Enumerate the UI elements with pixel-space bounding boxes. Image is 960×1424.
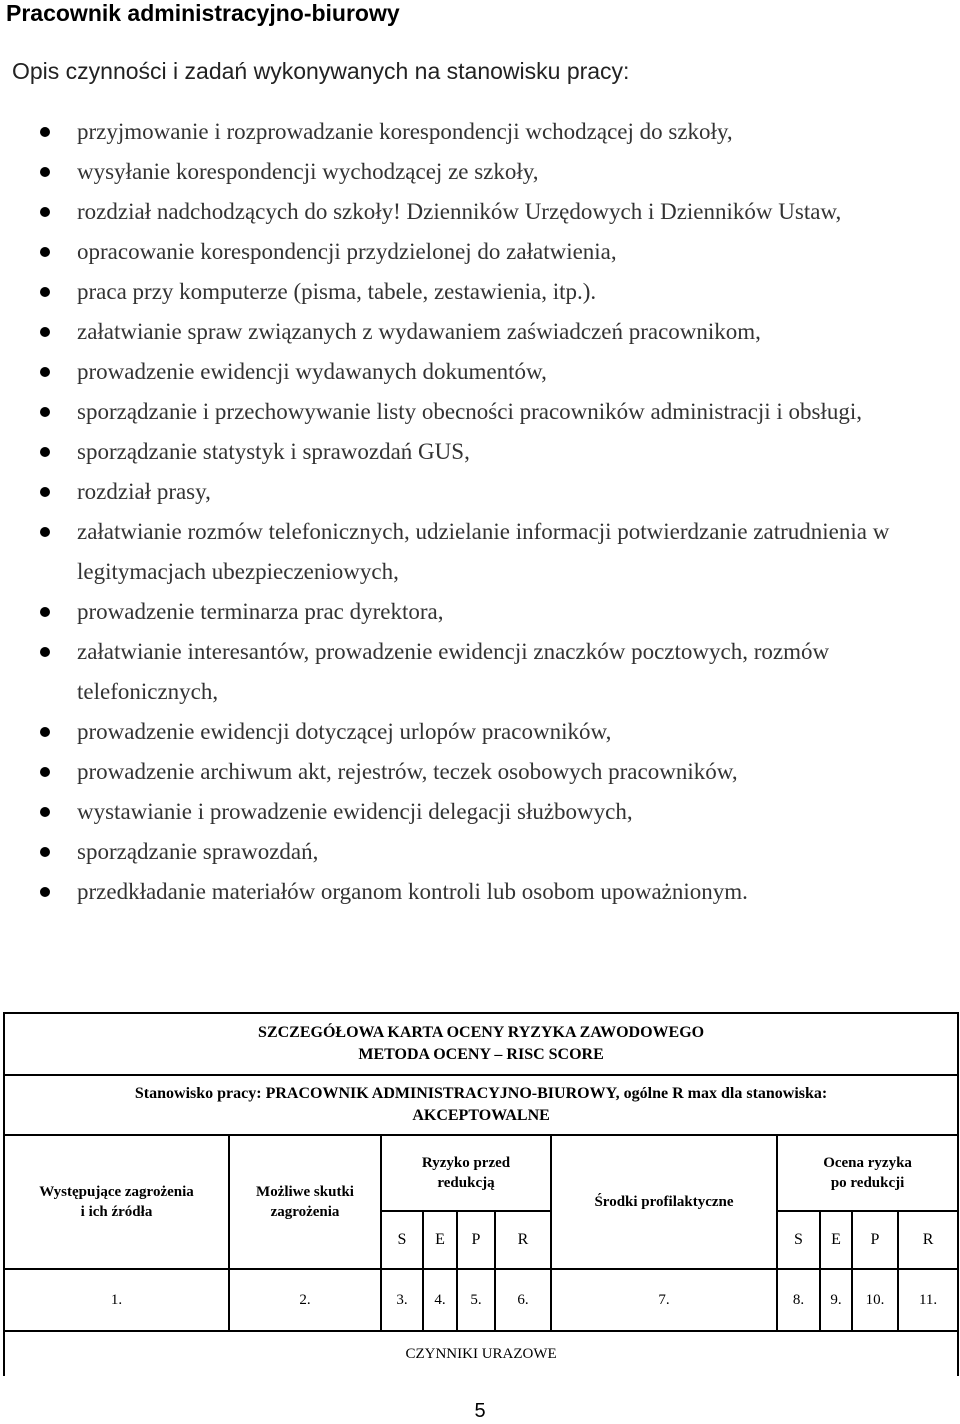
letter-p-before: P	[457, 1211, 495, 1269]
letter-r-after: R	[898, 1211, 958, 1269]
list-item: załatwianie rozmów telefonicznych, udzielanie informacji potwierdzanie zatrudnienia w legitymacjach ubezpieczeniowych,	[0, 512, 955, 592]
list-item: załatwianie interesantów, prowadzenie ewidencji znaczków pocztowych, rozmów telefonicznych,	[0, 632, 955, 712]
list-item: wysyłanie korespondencji wychodzącej ze szkoły,	[0, 152, 955, 192]
list-item: sporządzanie sprawozdań,	[0, 832, 955, 872]
page-subtitle: Opis czynności i zadań wykonywanych na stanowisku pracy:	[12, 58, 630, 84]
col-number: 5.	[457, 1269, 495, 1331]
list-item: rozdział nadchodzących do szkoły! Dzienników Urzędowych i Dzienników Ustaw,	[0, 192, 955, 232]
list-item: przedkładanie materiałów organom kontroli lub osobom upoważnionym.	[0, 872, 955, 912]
col-risk-before-line2: redukcją	[437, 1175, 495, 1191]
list-item: przyjmowanie i rozprowadzanie korespondencji wchodzącej do szkoły,	[0, 112, 955, 152]
col-risk-after-line1: Ocena ryzyka	[823, 1155, 912, 1171]
page-title: Pracownik administracyjno-biurowy	[6, 0, 400, 26]
letter-s-before: S	[381, 1211, 423, 1269]
list-item: sporządzanie i przechowywanie listy obecności pracowników administracji i obsługi,	[0, 392, 955, 432]
col-hazards	[4, 1135, 229, 1269]
list-item: wystawianie i prowadzenie ewidencji delegacji służbowych,	[0, 792, 955, 832]
col-risk-after	[777, 1135, 958, 1211]
col-measures: Środki profilaktyczne	[551, 1135, 777, 1269]
col-number: 7.	[551, 1269, 777, 1331]
col-number: 6.	[495, 1269, 551, 1331]
list-item: prowadzenie terminarza prac dyrektora,	[0, 592, 955, 632]
col-risk-after-line2: po redukcji	[830, 1175, 905, 1191]
list-item: załatwianie spraw związanych z wydawaniem zaświadczeń pracownikom,	[0, 312, 955, 352]
list-item: prowadzenie ewidencji dotyczącej urlopów pracowników,	[0, 712, 955, 752]
col-risk-before-line1: Ryzyko przed	[421, 1155, 511, 1171]
list-item: prowadzenie archiwum akt, rejestrów, teczek osobowych pracowników,	[0, 752, 955, 792]
position-cell	[4, 1075, 958, 1135]
col-effects	[229, 1135, 381, 1269]
col-number: 3.	[381, 1269, 423, 1331]
list-item: rozdział prasy,	[0, 472, 955, 512]
col-number: 11.	[898, 1269, 958, 1331]
page-number: 5	[474, 1400, 486, 1422]
col-number: 2.	[229, 1269, 381, 1331]
risk-assessment-table	[3, 1012, 959, 1376]
card-method: METODA OCENY – RISC SCORE	[358, 1046, 604, 1063]
letter-p-after: P	[852, 1211, 898, 1269]
col-number: 10.	[852, 1269, 898, 1331]
col-hazards-line1: Występujące zagrożenia	[39, 1184, 194, 1200]
col-hazards-line2: i ich źródła	[80, 1204, 153, 1220]
col-number: 1.	[4, 1269, 229, 1331]
list-item: sporządzanie statystyk i sprawozdań GUS,	[0, 432, 955, 472]
col-risk-before	[381, 1135, 551, 1211]
card-title-cell	[4, 1013, 958, 1075]
col-number: 4.	[423, 1269, 457, 1331]
card-title: SZCZEGÓŁOWA KARTA OCENY RYZYKA ZAWODOWEGO	[258, 1024, 705, 1041]
list-item: opracowanie korespondencji przydzielonej do załatwienia,	[0, 232, 955, 272]
list-item: prowadzenie ewidencji wydawanych dokumentów,	[0, 352, 955, 392]
duties-list	[0, 112, 955, 912]
list-item: praca przy komputerze (pisma, tabele, zestawienia, itp.).	[0, 272, 955, 312]
letter-r-before: R	[495, 1211, 551, 1269]
col-effects-line2: zagrożenia	[270, 1204, 340, 1220]
position-rating: AKCEPTOWALNE	[412, 1107, 550, 1124]
letter-s-after: S	[777, 1211, 820, 1269]
position-label: Stanowisko pracy: PRACOWNIK ADMINISTRACYJNO-BIUROWY, ogólne R max dla stanowiska:	[134, 1085, 828, 1102]
letter-e-after: E	[820, 1211, 852, 1269]
letter-e-before: E	[423, 1211, 457, 1269]
col-number: 8.	[777, 1269, 820, 1331]
col-effects-line1: Możliwe skutki	[256, 1184, 354, 1200]
section-heading: CZYNNIKI URAZOWE	[4, 1331, 958, 1376]
col-number: 9.	[820, 1269, 852, 1331]
